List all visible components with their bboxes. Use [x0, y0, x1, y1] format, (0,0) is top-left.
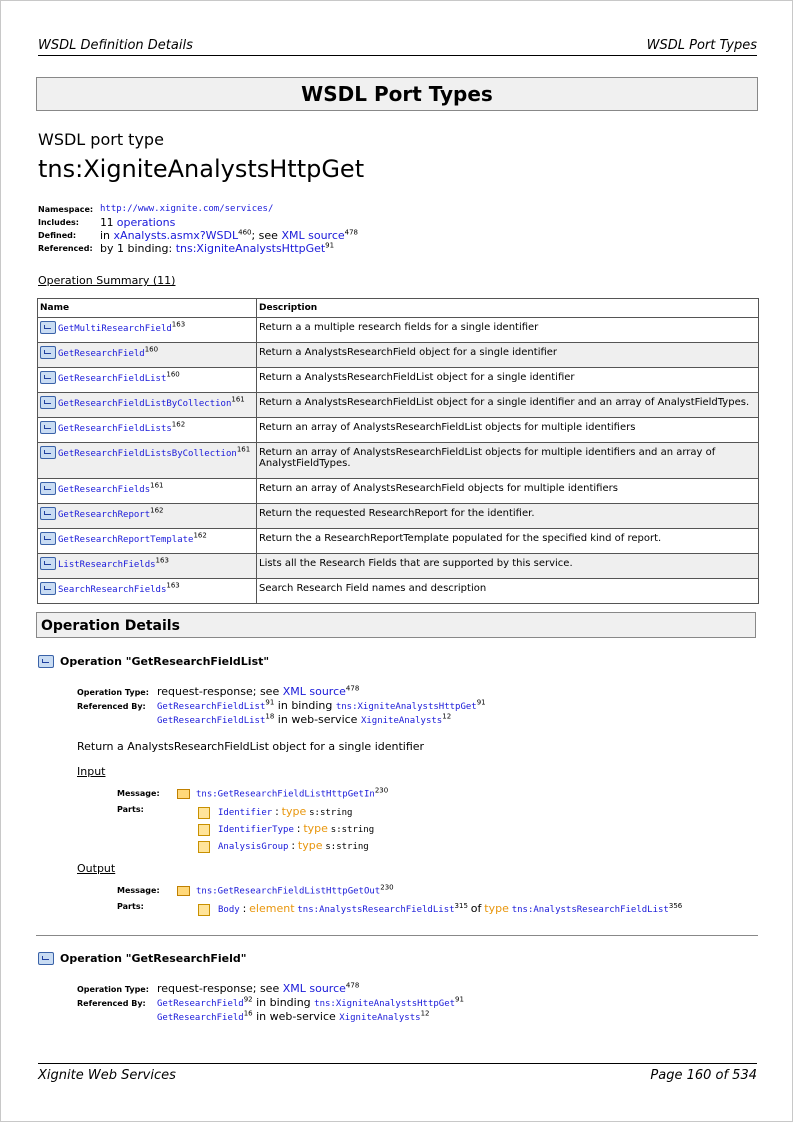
- table-row: [38, 343, 759, 368]
- col-desc-header: Description: [257, 299, 759, 318]
- output-label: Output: [77, 862, 116, 875]
- op-desc-cell: [257, 554, 759, 579]
- operation-title: Operation "GetResearchFieldList": [60, 655, 270, 668]
- binding-page-ref: 91: [325, 241, 335, 250]
- op2-ref-row: [77, 996, 464, 1009]
- part-name-link[interactable]: Body: [218, 905, 240, 915]
- op-description: Return an array of AnalystsResearchFieldList objects for multiple identifiers: [259, 422, 636, 433]
- part-type-ref: 356: [668, 902, 683, 910]
- input-part: [198, 805, 352, 819]
- op-type-key: Operation Type:: [77, 985, 149, 994]
- op-page-ref: 160: [166, 370, 180, 379]
- part-icon: [198, 904, 210, 916]
- op-desc-cell: [257, 418, 759, 443]
- op-page-ref: 163: [171, 320, 186, 329]
- referenced-value: [100, 242, 334, 255]
- op1-description: Return a AnalystsResearchFieldList object for a single identifier: [77, 740, 425, 753]
- op-page-ref: 163: [166, 581, 180, 590]
- operation-summary-title: Operation Summary (11): [38, 274, 176, 287]
- operation-icon: [40, 557, 56, 570]
- footer-left: Xignite Web Services: [38, 1068, 176, 1083]
- output-message: [177, 883, 394, 897]
- op-name-cell: [38, 393, 257, 418]
- op-type-value: request-response; see: [157, 982, 280, 995]
- part-icon: [198, 824, 210, 836]
- input-message-link[interactable]: tns:GetResearchFieldListHttpGetIn: [196, 789, 375, 800]
- op-page-ref: 162: [193, 531, 207, 540]
- operation-icon: [40, 446, 56, 459]
- op-in-service-text: in web-service: [256, 1010, 336, 1023]
- table-row: [38, 443, 759, 479]
- op-binding-ref: 91: [455, 995, 464, 1004]
- header-right: WSDL Port Types: [646, 38, 757, 53]
- binding-link[interactable]: tns:XigniteAnalystsHttpGet: [175, 242, 326, 255]
- wsdl-page-ref: 460: [238, 228, 252, 237]
- part-type-link[interactable]: tns:AnalystsResearchFieldList: [511, 905, 669, 915]
- defined-key: Defined:: [38, 231, 77, 240]
- op-name-link[interactable]: GetResearchReport: [58, 510, 151, 520]
- input-part: [198, 822, 374, 836]
- header-left: WSDL Definition Details: [38, 38, 193, 53]
- page-footer: [38, 1063, 757, 1083]
- operation-icon: [40, 346, 56, 359]
- part-sep: :: [242, 902, 247, 915]
- op-xml-source-ref: 478: [345, 684, 360, 693]
- input-part: [198, 839, 369, 853]
- op-in-service-text: in web-service: [277, 713, 358, 726]
- part-icon: [198, 841, 210, 853]
- op-binding-link[interactable]: tns:XigniteAnalystsHttpGet: [335, 702, 477, 712]
- operation-icon: [40, 421, 56, 434]
- op-in-binding-text: in binding: [277, 699, 333, 712]
- defined-value: [100, 229, 358, 242]
- table-header-row: [38, 299, 759, 318]
- op-description: Return the a ResearchReportTemplate populated for the specified kind of report.: [259, 533, 662, 544]
- op-xml-source-link[interactable]: XML source: [282, 982, 346, 995]
- op-name-link[interactable]: GetResearchReportTemplate: [58, 535, 194, 545]
- op-description: Return an array of AnalystsResearchFieldList objects for multiple identifiers and an array of AnalystFieldTypes.: [259, 447, 716, 469]
- op-name-link[interactable]: GetResearchFields: [58, 485, 151, 495]
- part-kind: type: [297, 839, 323, 852]
- operation-divider: [36, 935, 758, 936]
- op-service-ref: 12: [442, 712, 452, 721]
- op-service-op-ref: 16: [243, 1009, 253, 1018]
- op-type-value: request-response; see: [157, 685, 280, 698]
- part-kind: type: [281, 805, 307, 818]
- op-desc-cell: [257, 504, 759, 529]
- op-desc-cell: [257, 318, 759, 343]
- operation-summary-table: [37, 298, 759, 604]
- op1-ref-row: [77, 699, 486, 712]
- op-xml-source-ref: 478: [345, 981, 360, 990]
- table-row: [38, 579, 759, 604]
- operation-icon: [40, 582, 56, 595]
- op-desc-cell: [257, 343, 759, 368]
- port-type-label: WSDL port type: [38, 130, 164, 149]
- op-description: Search Research Field names and description: [259, 583, 487, 594]
- op-page-ref: 161: [231, 395, 245, 404]
- op-name-link[interactable]: GetResearchFieldListsByCollection: [58, 449, 237, 459]
- op-desc-cell: [257, 443, 759, 479]
- referenced-text: by 1 binding:: [100, 242, 173, 255]
- op-name-link[interactable]: GetMultiResearchField: [58, 324, 172, 334]
- op-service-op-link[interactable]: GetResearchField: [157, 1013, 244, 1023]
- part-type: s:string: [325, 842, 369, 852]
- page-header: [38, 38, 757, 56]
- part-sep: :: [296, 822, 301, 835]
- op-service-link[interactable]: XigniteAnalysts: [339, 1013, 421, 1023]
- op-name-link[interactable]: GetResearchField: [58, 349, 145, 359]
- part-kind: type: [303, 822, 328, 835]
- op-page-ref: 161: [236, 445, 251, 454]
- op-description: Return an array of AnalystsResearchField objects for multiple identifiers: [259, 483, 618, 494]
- table-row: [38, 393, 759, 418]
- op-binding-op-ref: 92: [243, 995, 253, 1004]
- op-binding-op-link[interactable]: GetResearchField: [157, 999, 244, 1009]
- op-name-cell: [38, 504, 257, 529]
- defined-see-text: ; see: [251, 229, 278, 242]
- op-description: Return a AnalystsResearchFieldList object for a single identifier: [259, 372, 575, 383]
- xml-source-link[interactable]: XML source: [281, 229, 345, 242]
- op-binding-op-ref: 91: [265, 698, 275, 707]
- op-name-cell: [38, 318, 257, 343]
- table-row: [38, 479, 759, 504]
- part-sep: :: [291, 839, 296, 852]
- op-ref-key: Referenced By:: [77, 999, 146, 1008]
- port-type-name: tns:XigniteAnalystsHttpGet: [38, 155, 365, 183]
- input-message: [177, 786, 389, 800]
- output-message-key: Message:: [117, 886, 160, 895]
- op-page-ref: 162: [150, 506, 164, 515]
- op-name-cell: [38, 554, 257, 579]
- part-icon: [198, 807, 210, 819]
- input-message-ref: 230: [374, 786, 389, 795]
- op-description: Return a AnalystsResearchFieldList object for a single identifier and an array of AnalystFieldTypes.: [259, 397, 750, 408]
- op1-ref-row2: [157, 713, 451, 726]
- part-type: s:string: [330, 825, 375, 835]
- operation-icon: [38, 655, 54, 668]
- table-row: [38, 418, 759, 443]
- op-service-op-ref: 18: [265, 712, 275, 721]
- operation-heading: [38, 655, 269, 668]
- op-desc-cell: [257, 579, 759, 604]
- output-parts-key: Parts:: [117, 902, 144, 911]
- input-parts-key: Parts:: [117, 805, 144, 814]
- part-sep: :: [275, 805, 279, 818]
- op-service-link[interactable]: XigniteAnalysts: [360, 716, 443, 726]
- operation-icon: [40, 371, 56, 384]
- op-in-binding-text: in binding: [256, 996, 311, 1009]
- includes-key: Includes:: [38, 218, 79, 227]
- input-message-key: Message:: [117, 789, 160, 798]
- op-description: Return a AnalystsResearchField object for a single identifier: [259, 347, 558, 358]
- op2-type-row: [77, 982, 359, 995]
- op-desc-cell: [257, 368, 759, 393]
- output-part: [198, 902, 682, 916]
- operations-link[interactable]: operations: [116, 216, 176, 229]
- input-label: Input: [77, 765, 106, 778]
- message-icon: [177, 789, 190, 799]
- op-name-cell: [38, 529, 257, 554]
- operation-icon: [38, 952, 54, 965]
- table-row: [38, 529, 759, 554]
- op-page-ref: 160: [144, 345, 159, 354]
- operation-icon: [40, 482, 56, 495]
- op-name-link[interactable]: GetResearchFieldLists: [58, 424, 172, 434]
- section-banner: WSDL Port Types: [36, 77, 758, 111]
- op-page-ref: 163: [155, 556, 169, 565]
- op-binding-ref: 91: [476, 698, 486, 707]
- part-name-link[interactable]: Identifier: [218, 808, 273, 818]
- wsdl-link[interactable]: xAnalysts.asmx?WSDL: [113, 229, 239, 242]
- part-type: s:string: [309, 808, 353, 818]
- output-message-link[interactable]: tns:GetResearchFieldListHttpGetOut: [196, 886, 381, 897]
- op-name-cell: [38, 368, 257, 393]
- op-desc-cell: [257, 479, 759, 504]
- operation-details-title: Operation Details: [36, 612, 756, 638]
- operation-title: Operation "GetResearchField": [60, 952, 247, 965]
- op-page-ref: 161: [150, 481, 164, 490]
- defined-in-text: in: [100, 229, 111, 242]
- op-name-cell: [38, 579, 257, 604]
- op-description: Lists all the Research Fields that are supported by this service.: [259, 558, 573, 569]
- op-service-ref: 12: [420, 1009, 430, 1018]
- table-row: [38, 504, 759, 529]
- table-row: [38, 318, 759, 343]
- op-name-link[interactable]: ListResearchFields: [58, 560, 156, 570]
- op-desc-cell: [257, 393, 759, 418]
- op-name-cell: [38, 418, 257, 443]
- col-name-header: Name: [38, 299, 257, 318]
- op-name-link[interactable]: GetResearchFieldList: [58, 374, 167, 384]
- op-description: Return a a multiple research fields for a single identifier: [259, 322, 539, 333]
- op-ref-key: Referenced By:: [77, 702, 146, 711]
- op-name-cell: [38, 479, 257, 504]
- op-page-ref: 162: [171, 420, 186, 429]
- operation-icon: [40, 396, 56, 409]
- part-of-text: of: [470, 902, 482, 915]
- footer-right: Page 160 of 534: [650, 1068, 757, 1083]
- op-type-key: Operation Type:: [77, 688, 149, 697]
- operation-icon: [40, 321, 56, 334]
- op-desc-cell: [257, 529, 759, 554]
- op-service-op-link[interactable]: GetResearchFieldList: [157, 716, 266, 726]
- part-element-link[interactable]: tns:AnalystsResearchFieldList: [297, 905, 455, 915]
- operation-icon: [40, 507, 56, 520]
- part-element-ref: 315: [454, 902, 468, 910]
- part-kind: element: [249, 902, 295, 915]
- includes-value: [100, 216, 175, 229]
- part-name-link[interactable]: AnalysisGroup: [218, 842, 289, 852]
- op1-type-row: [77, 685, 359, 698]
- operation-icon: [40, 532, 56, 545]
- op-name-link[interactable]: GetResearchFieldListByCollection: [58, 399, 232, 409]
- op-xml-source-link[interactable]: XML source: [282, 685, 346, 698]
- table-row: [38, 368, 759, 393]
- op-description: Return the requested ResearchReport for the identifier.: [259, 508, 535, 519]
- output-message-ref: 230: [380, 883, 394, 892]
- op-name-cell: [38, 443, 257, 479]
- message-icon: [177, 886, 190, 896]
- namespace-link[interactable]: http://www.xignite.com/services/: [100, 204, 274, 214]
- namespace-key: Namespace:: [38, 205, 94, 214]
- operation-heading: [38, 952, 247, 965]
- table-row: [38, 554, 759, 579]
- xml-source-page-ref: 478: [344, 228, 359, 237]
- op2-ref-row2: [157, 1010, 429, 1023]
- op-name-cell: [38, 343, 257, 368]
- includes-count: 11: [100, 216, 114, 229]
- part-type-kind: type: [484, 902, 509, 915]
- op-binding-link[interactable]: tns:XigniteAnalystsHttpGet: [314, 999, 456, 1009]
- op-name-link[interactable]: SearchResearchFields: [58, 585, 167, 595]
- op-binding-op-link[interactable]: GetResearchFieldList: [157, 702, 266, 712]
- part-name-link[interactable]: IdentifierType: [218, 825, 294, 835]
- referenced-key: Referenced:: [38, 244, 93, 253]
